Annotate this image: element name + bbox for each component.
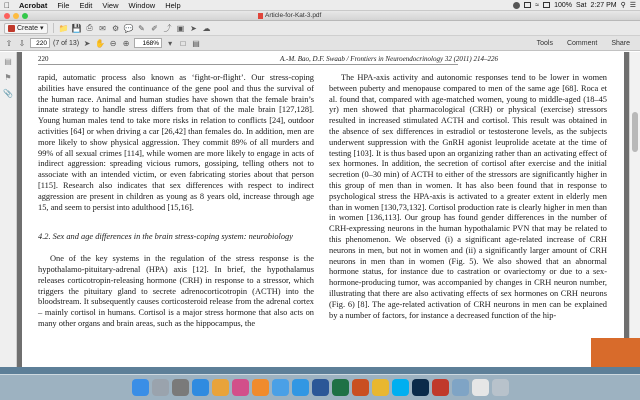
hand-tool-icon[interactable]: ✋ (95, 38, 106, 48)
chrome-icon[interactable] (372, 379, 389, 396)
title-bar (0, 11, 640, 21)
markup-icon[interactable]: ✐ (151, 23, 158, 33)
section-heading: 4.2. Sex and age differences in the brain stress-coping system: neurobiology (38, 232, 293, 242)
share-pane-button[interactable]: Share (611, 39, 630, 47)
document-title-text: Article-for-Kat-3.pdf (265, 12, 322, 19)
right-paragraph-1: The HPA-axis activity and autonomic responses tend to be lower in women between puberty and menopause compared to men of the same age [68]. Roca et al. found that, compared with age-matched women, young to middle-aged (18–45 yr) men showed that pharmacological (CRH) or physical (exercise) stressors resulted in increased stimulated ACTH and cortisol. This result was obtained in the absence of sex differences in estradiol or testosterone levels, as the subjects underwent suppression with the GnRH agonist leuprolide acetate at the time of testing [103]. It is thus based upon an organizing rather than an activating effect of sex hormones. In addition, the secretion of cortisol after exercise and the initial secretion (0–30 min) of ACTH to either of the stressors are significantly higher in this group of men than in women. It has also been found that in response to psychological stress the HPA-axis is activated to a greater extent in elderly men than in women [130,73,132]. Cortisol production rate is clearly higher in men than in women [136,113]. Our group has found gender differences in the number of CRH-expressing neurons in the human hypothalamic PVN that may be related to this phenomenon. We observed (i) a significant age-related increase of CRH neurons in men, but not in women and (ii) a significantly larger amount of CRH neurons in men than in women (Fig. 5). We also showed that an abnormal hormone status, for instance due to castration or ovariectomy or due to a sex-hormone-producing tumor, was accompanied by changes in CRH neuron number, illustrating that there are also activating effects of sex hormones on CRH neurons (Fig. 6) [8]. The age-related activation of CRH neurons in men can be explained by a number of factors, for instance a decreased function of the hip- (329, 73, 607, 320)
select-tool-icon[interactable]: ➤ (83, 38, 91, 48)
powerpoint-icon[interactable] (352, 379, 369, 396)
preview-icon[interactable] (452, 379, 469, 396)
desktop-window-edge (591, 338, 640, 367)
zoom-level-input[interactable] (134, 38, 162, 48)
highlight-icon[interactable]: ✎ (138, 23, 145, 33)
send-icon[interactable]: ➤ (190, 23, 197, 33)
document-viewport[interactable] (17, 52, 629, 367)
settings-icon[interactable]: ⚙ (111, 23, 120, 33)
navigation-pane (0, 52, 17, 367)
photoshop-icon[interactable] (412, 379, 429, 396)
zoom-in-icon[interactable]: ⊕ (122, 38, 130, 48)
create-button[interactable] (4, 23, 48, 34)
menu-help[interactable]: Help (165, 0, 181, 10)
vertical-scrollbar[interactable] (629, 52, 640, 367)
save-icon[interactable]: 💾 (71, 23, 82, 33)
cloud-icon[interactable]: ☁ (202, 23, 211, 33)
chevron-down-icon: ▾ (40, 25, 44, 32)
trash-icon[interactable] (492, 379, 509, 396)
dock (0, 374, 640, 400)
pages-panel-icon[interactable]: ▤ (4, 57, 12, 66)
stamp-icon[interactable]: ▣ (176, 23, 185, 33)
left-paragraph-1: rapid, automatic process also known as ‘fight-or-flight’. Our stress-coping abilities have ensured the continuance of the gene pool and thus the survival of the human race. Animal and human studies have shown that the female brain’s innate strategy to handle stress differs from that of the male brain [127,128]. Young human males tend to take more risks in relation to conflicts [24], outdoor activities [64] or when driving a car [26,42] than females do. In addition, men are more likely to show physical aggression. They commit 89% of all murders and 99% of all sexual crimes [114], while women are more likely to engage in acts of indirect aggression: spreading vicious rumors, gossiping, telling others not to associate with an intended victim, or even fabricating stories about that person [115]. Research also indicates that sex differences with respect to indirect aggression are present in children as young as 8 years old, increase through age 15, and seem to persist into adulthood [15,16]. (38, 73, 314, 212)
menu-window[interactable]: Window (128, 0, 156, 10)
photos-icon[interactable] (212, 379, 229, 396)
zoom-out-icon[interactable]: ⊖ (109, 38, 117, 48)
apple-icon[interactable] (0, 1, 14, 10)
create-pdf-icon (8, 25, 15, 32)
bookmarks-panel-icon[interactable]: ⚑ (4, 73, 12, 82)
email-icon[interactable]: ✉ (99, 23, 106, 33)
battery-percent: 100% (554, 1, 572, 9)
acrobat-icon[interactable] (432, 379, 449, 396)
zoom-dropdown-icon[interactable]: ▾ (168, 38, 173, 48)
status-icon[interactable] (513, 2, 520, 9)
clock-time[interactable]: 2:27 PM (590, 1, 617, 9)
next-page-icon[interactable]: ⇩ (18, 38, 26, 48)
textedit-icon[interactable] (472, 379, 489, 396)
left-paragraph-2: One of the key systems in the regulation of the stress response is the hypothalamo-pituitary-adrenal (HPA) axis [12]. In brief, the hypothalamus releases corticotropin-releasing hormone (CRH) in response to a stressor, which triggers the pituitary gland to secrete adrenocorticotropin (ACTH) into the bloodstream. It subsequently causes corticosteroid release from the adrenal cortex – mainly cortisol in humans. Cortisol is a major stress hormone that also acts on many other organs and brain areas, such as the hippocampus, the (38, 254, 314, 328)
comment-icon[interactable]: 💬 (123, 23, 134, 33)
prev-page-icon[interactable]: ⇧ (5, 38, 13, 48)
minimize-window-button[interactable] (13, 13, 19, 19)
comment-pane-button[interactable]: Comment (566, 39, 598, 47)
print-icon[interactable]: ⎙ (86, 23, 93, 32)
navigation-toolbar (0, 36, 640, 51)
ibooks-icon[interactable] (252, 379, 269, 396)
tools-pane-button[interactable]: Tools (536, 39, 553, 47)
close-window-button[interactable] (4, 13, 10, 19)
zoom-window-button[interactable] (22, 13, 28, 19)
menu-edit[interactable]: Edit (79, 0, 93, 10)
menu-app-name[interactable]: Acrobat (19, 0, 48, 10)
left-column (38, 73, 314, 330)
search-icon[interactable]: ⚲ (620, 2, 626, 9)
word-icon[interactable] (312, 379, 329, 396)
attachments-panel-icon[interactable]: 📎 (3, 89, 13, 98)
running-head: A.-M. Bao, D.F. Swaab / Frontiers in Neuroendocrinology 32 (2011) 214–226 (280, 55, 498, 63)
page-number-input[interactable] (30, 38, 50, 48)
scrollbar-thumb[interactable] (632, 112, 638, 152)
create-label: Create (17, 24, 39, 32)
toolbar-separator (53, 23, 54, 33)
skype-icon[interactable] (392, 379, 409, 396)
excel-icon[interactable] (332, 379, 349, 396)
open-icon[interactable]: 📁 (58, 23, 69, 33)
menu-view[interactable]: View (102, 0, 119, 10)
launchpad-icon[interactable] (152, 379, 169, 396)
display-icon[interactable] (524, 2, 531, 8)
right-column (329, 73, 607, 321)
pdf-file-icon (258, 13, 263, 19)
document-title (258, 12, 321, 19)
share-icon[interactable]: ⤴ (163, 23, 172, 33)
acrobat-window (0, 11, 640, 367)
fit-page-icon[interactable]: □ (180, 38, 186, 48)
read-mode-icon[interactable]: ▤ (192, 38, 200, 48)
mail-icon[interactable] (272, 379, 289, 396)
battery-icon[interactable] (543, 2, 550, 8)
header-rule (38, 64, 458, 65)
page-number: 220 (38, 55, 49, 63)
menu-file[interactable]: File (57, 0, 70, 10)
notification-center-icon[interactable]: ☰ (629, 2, 636, 9)
pdf-page (22, 52, 624, 367)
clock-day[interactable]: Sat (575, 1, 587, 9)
app-store-icon[interactable] (192, 379, 209, 396)
menu-bar (0, 0, 640, 11)
wifi-icon[interactable]: ≈ (535, 1, 540, 9)
itunes-icon[interactable] (232, 379, 249, 396)
safari-icon[interactable] (292, 379, 309, 396)
page-count-label: (7 of 13) (53, 39, 80, 47)
main-toolbar (0, 21, 640, 36)
finder-icon[interactable] (132, 379, 149, 396)
system-prefs-icon[interactable] (172, 379, 189, 396)
